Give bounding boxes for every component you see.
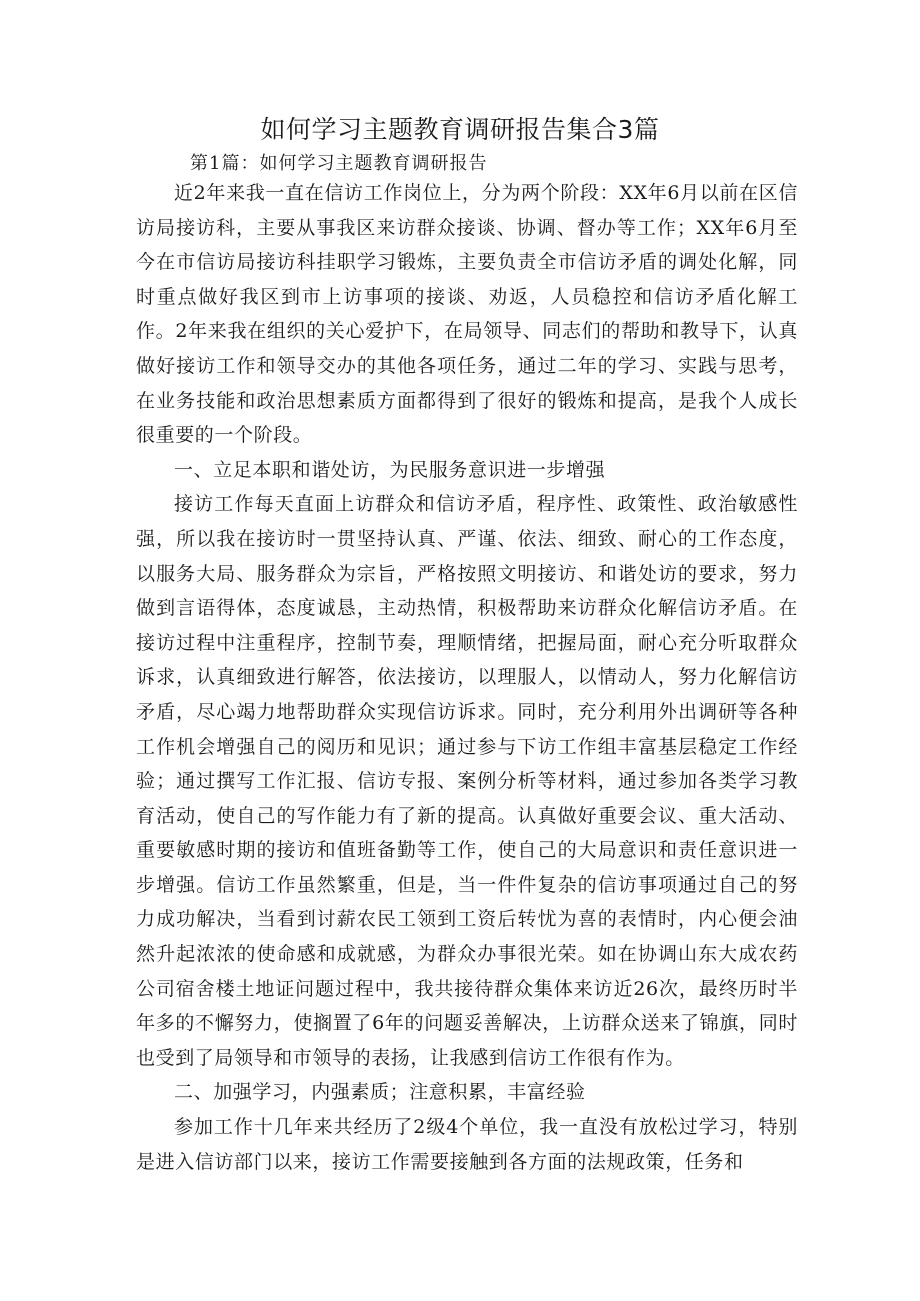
document-body bbox=[136, 176, 798, 1179]
paragraph-intro: 近2年来我一直在信访工作岗位上，分为两个阶段：XX年6月以前在区信访局接访科，主要从事我区来访群众接谈、协调、督办等工作；XX年6月至今在市信访局接访科挂职学习锻炼，主要负责全市信访矛盾的调处化解，同时重点做好我区到市上访事项的接谈、劝返，人员稳控和信访矛盾化解工作。2年来我在组织的关心爱护下，在局领导、同志们的帮助和教导下，认真做好接访工作和领导交办的其他各项任务，通过二年的学习、实践与思考，在业务技能和政治思想素质方面都得到了很好的锻炼和提高，是我个人成长很重要的一个阶段。 bbox=[136, 182, 798, 447]
paragraph-section-2: 参加工作十几年来共经历了2级4个单位，我一直没有放松过学习，特别是进入信访部门以来，接访工作需要接触到各方面的法规政策，任务和 bbox=[136, 1116, 798, 1173]
section-heading-1: 一、立足本职和谐处访，为民服务意识进一步增强 bbox=[174, 458, 606, 481]
chapter-subtitle: 第1篇：如何学习主题教育调研报告 bbox=[190, 153, 488, 174]
paragraph-section-1: 接访工作每天直面上访群众和信访矛盾，程序性、政策性、政治敏感性强，所以我在接访时一贯坚持认真、严谨、依法、细致、耐心的工作态度，以服务大局、服务群众为宗旨，严格按照文明接访、和谐处访的要求，努力做到言语得体，态度诚恳，主动热情，积极帮助来访群众化解信访矛盾。在接访过程中注重程序，控制节奏，理顺情绪，把握局面，耐心充分听取群众诉求，认真细致进行解答，依法接访，以理服人，以情动人，努力化解信访矛盾，尽心竭力地帮助群众实现信访诉求。同时，充分利用外出调研等各种工作机会增强自己的阅历和见识；通过参与下访工作组丰富基层稳定工作经验；通过撰写工作汇报、信访专报、案例分析等材料，通过参加各类学习教育活动，使自己的写作能力有了新的提高。认真做好重要会议、重大活动、重要敏感时期的接访和值班备勤等工作，使自己的大局意识和责任意识进一步增强。信访工作虽然繁重，但是，当一件件复杂的信访事项通过自己的努力成功解决，当看到讨薪农民工领到工资后转忧为喜的表情时，内心便会油然升起浓浓的使命感和成就感，为群众办事很光荣。如在协调山东大成农药公司宿舍楼土地证问题过程中，我共接待群众集体来访近26次，最终历时半年多的不懈努力，使搁置了6年的问题妥善解决，上访群众送来了锦旗，同时也受到了局领导和市领导的表扬，让我感到信访工作很有作为。 bbox=[136, 493, 798, 1069]
section-heading-2: 二、加强学习，内强素质；注意积累，丰富经验 bbox=[174, 1081, 586, 1104]
document-title: 如何学习主题教育调研报告集合3篇 bbox=[260, 115, 660, 144]
